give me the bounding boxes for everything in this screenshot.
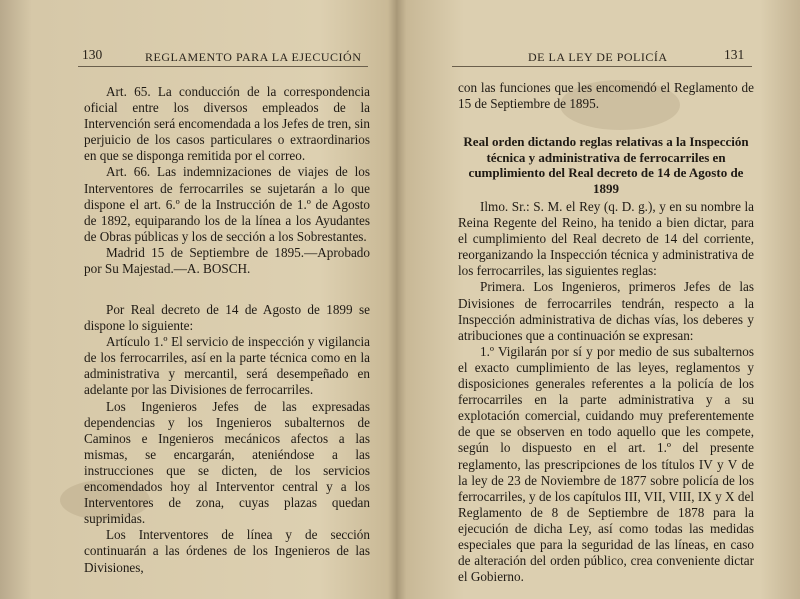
left-text-block-2 (84, 302, 370, 576)
paragraph: Los Interventores de línea y de sección continuarán a las órdenes de los Ingenieros de las Divisiones, (84, 527, 370, 575)
header-rule (78, 66, 368, 67)
paragraph: Art. 65. La conducción de la correspondencia oficial entre los diversos empleados de la Intervención será encomendada a los Jefes de tren, sin perjuicio de los casos particulares o extraordinarios en que se disponga remitida por el correo. (84, 84, 370, 164)
right-text-body (458, 199, 754, 585)
running-head: REGLAMENTO PARA LA EJECUCIÓN (145, 50, 362, 64)
paragraph: Ilmo. Sr.: S. M. el Rey (q. D. g.), y en su nombre la Reina Regente del Reino, ha tenido a bien dictar, para el cumplimiento del Real decreto de 14 del corriente, reorganizando la Inspección técnica y administrativa de los ferrocarriles, las siguientes reglas: (458, 199, 754, 279)
paragraph: con las funciones que les encomendó el Reglamento de 15 de Septiembre de 1895. (458, 80, 754, 112)
left-text-block-1 (84, 84, 370, 277)
section-heading: Real orden dictando reglas relativas a la Inspección técnica y administrativa de ferrocarriles en cumplimiento del Real decreto de 14 de Agosto de 1899 (463, 134, 749, 196)
paragraph: Por Real decreto de 14 de Agosto de 1899 se dispone lo siguiente: (84, 302, 370, 334)
paragraph: Artículo 1.º El servicio de inspección y vigilancia de los ferrocarriles, así en la parte técnica como en la administrativa y mercantil, será desempeñado en adelante por las Divisiones de ferrocarriles. (84, 334, 370, 398)
left-page (0, 0, 398, 599)
header-rule (452, 66, 752, 67)
paragraph: Art. 66. Las indemnizaciones de viajes de los Interventores de ferrocarriles se sujetarán a lo que dispone el art. 6.º de la Instrucción de 1.º de Agosto de 1892, equiparando los de la línea a los Ayudantes de Obras públicas y los de sección a los Sobrestantes. (84, 164, 370, 244)
page-number: 130 (82, 47, 103, 62)
paragraph: Madrid 15 de Septiembre de 1895.—Aprobado por Su Majestad.—A. BOSCH. (84, 244, 370, 277)
running-head: DE LA LEY DE POLICÍA (528, 50, 668, 64)
paragraph: Primera. Los Ingenieros, primeros Jefes de las Divisiones de ferrocarriles tendrán, respecto a la Inspección administrativa de dichas vías, los deberes y atribuciones que a continuación se expresan: (458, 279, 754, 343)
right-text-continuation (458, 80, 754, 112)
right-page (402, 0, 800, 599)
paragraph: 1.º Vigilarán por sí y por medio de sus subalternos el exacto cumplimiento de las leyes, reglamentos y disposiciones generales referentes a la policía de los ferrocarriles en la parte administrativa y a su explotación comercial, cuidando muy preferentemente de que se observen en todo aquello que les compete, según lo dispuesto en el art. 1.º del presente reglamento, las prescripciones de los títulos IV y V de la ley de 23 de Noviembre de 1877 sobre policía de los ferrocarriles, y de los capítulos III, VII, VIII, IX y X del Reglamento de 8 de Septiembre de 1878 para la ejecución de dicha Ley, así como todas las medidas especiales que para la seguridad de las líneas, en caso de alteración del orden público, crea conveniente dictar el Gobierno. (458, 343, 754, 585)
page-number: 131 (724, 47, 745, 62)
paragraph: Los Ingenieros Jefes de las expresadas dependencias y los Ingenieros subalternos de Caminos e Ingenieros mecánicos afectos a las mismas, se encargarán, ateniéndose a las instrucciones que se dicten, de los servicios encomendados hoy al Interventor central y a los Interventores de zona, cuyas plazas quedan suprimidas. (84, 398, 370, 527)
